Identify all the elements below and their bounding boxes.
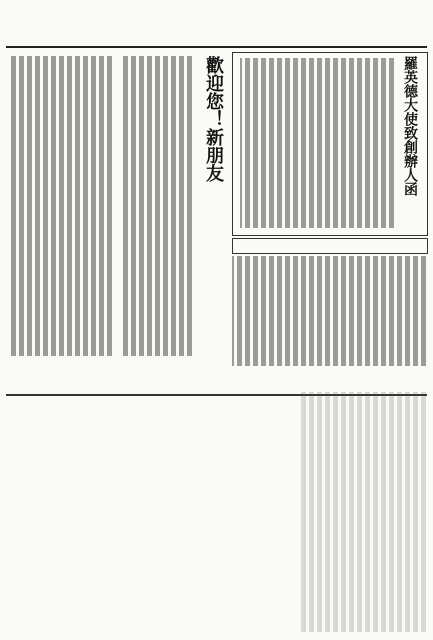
col-header — [112, 395, 217, 396]
welcome-title: 歡迎您！新朋友 — [203, 56, 224, 182]
letter-body — [240, 58, 394, 228]
col-header — [7, 395, 112, 396]
left-article-body — [8, 56, 112, 356]
visit-title-box — [232, 238, 428, 254]
welcome-body — [120, 56, 192, 356]
visit-body — [232, 256, 426, 366]
lower-right-body — [300, 392, 426, 632]
letter-title: 羅英德大使致創辦人函 — [402, 56, 418, 196]
masthead — [6, 8, 427, 48]
